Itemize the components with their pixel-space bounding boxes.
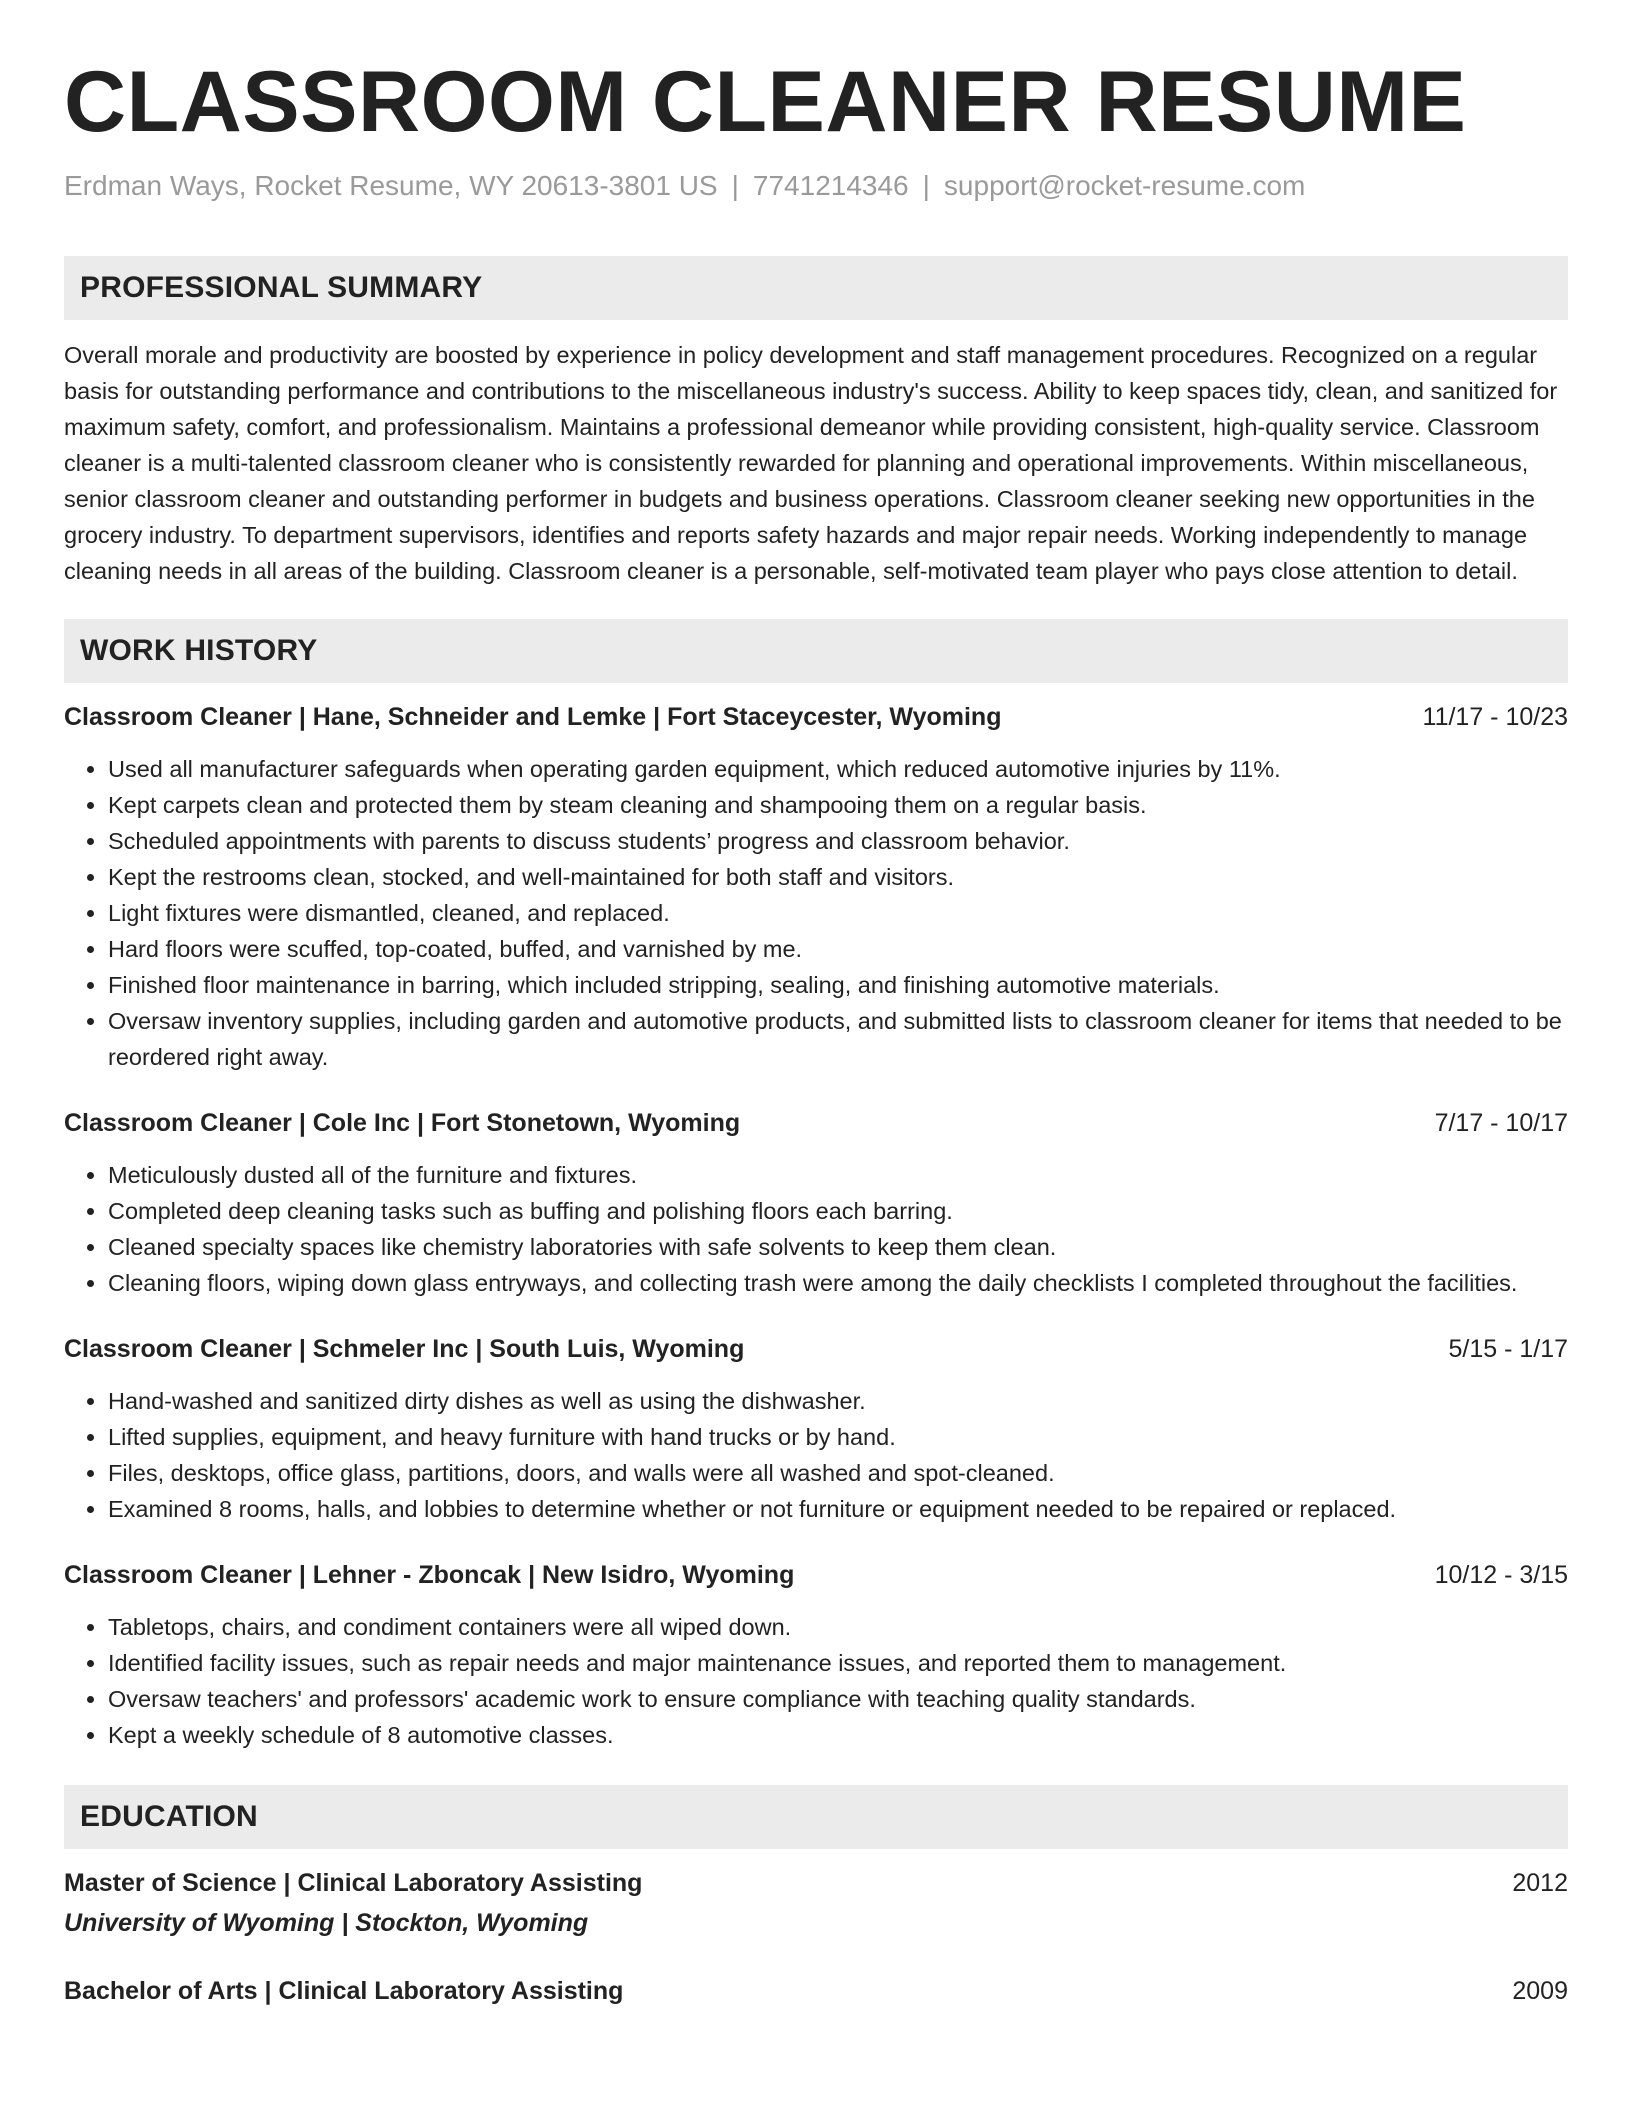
job-bullet: • Kept carpets clean and protected them by steam cleaning and shampooing them on a regular basis. bbox=[108, 787, 1568, 823]
section-heading-education: EDUCATION bbox=[64, 1785, 1568, 1849]
job-entry bbox=[64, 1331, 1568, 1527]
job-entry bbox=[64, 699, 1568, 1075]
education-school: University of Wyoming | Stockton, Wyoming bbox=[64, 1909, 589, 1937]
contact-separator: | bbox=[731, 170, 739, 201]
education-degree: Master of Science | Clinical Laboratory Assisting bbox=[64, 1869, 643, 1897]
section-heading-work-history: WORK HISTORY bbox=[64, 619, 1568, 683]
job-bullet: • Identified facility issues, such as repair needs and major maintenance issues, and reported them to management. bbox=[108, 1645, 1568, 1681]
summary-text: Overall morale and productivity are boosted by experience in policy development and staff management procedures. Recognized on a regular basis for outstanding performance and contributions to the miscellaneous industry's success. Ability to keep spaces tidy, clean, and sanitized for maximum safety, comfort, and professionalism. Maintains a professional demeanor while providing consistent, high-quality service. Classroom cleaner is a multi-talented classroom cleaner who is consistently rewarded for planning and operational improvements. Within miscellaneous, senior classroom cleaner and outstanding performer in budgets and business operations. Classroom cleaner seeking new opportunities in the grocery industry. To department supervisors, identifies and reports safety hazards and major repair needs. Working independently to manage cleaning needs in all areas of the building. Classroom cleaner is a personable, self-motivated team player who pays close attention to detail. bbox=[64, 342, 1558, 584]
education-year: 2009 bbox=[1512, 1977, 1568, 2005]
contact-line bbox=[64, 168, 1568, 204]
job-dates: 7/17 - 10/17 bbox=[1434, 1109, 1568, 1137]
job-entry bbox=[64, 1557, 1568, 1753]
education-degree: Bachelor of Arts | Clinical Laboratory Assisting bbox=[64, 1977, 624, 2005]
job-bullet: • Cleaned specialty spaces like chemistry laboratories with safe solvents to keep them clean. bbox=[108, 1229, 1568, 1265]
job-bullet: • Oversaw inventory supplies, including garden and automotive products, and submitted lists to classroom cleaner for items that needed to be reordered right away. bbox=[108, 1003, 1568, 1075]
education-header bbox=[64, 1865, 1568, 1901]
job-bullet: • Scheduled appointments with parents to discuss students’ progress and classroom behavior. bbox=[108, 823, 1568, 859]
job-header bbox=[64, 699, 1568, 735]
job-dates: 11/17 - 10/23 bbox=[1422, 703, 1568, 731]
job-bullets bbox=[64, 751, 1568, 1075]
job-dates: 10/12 - 3/15 bbox=[1434, 1561, 1568, 1589]
contact-address: Erdman Ways, Rocket Resume, WY 20613-3801 US bbox=[64, 170, 718, 201]
contact-email: support@rocket-resume.com bbox=[943, 170, 1306, 201]
education-header bbox=[64, 1973, 1568, 2009]
job-bullet: • Meticulously dusted all of the furniture and fixtures. bbox=[108, 1157, 1568, 1193]
section-heading-summary: PROFESSIONAL SUMMARY bbox=[64, 256, 1568, 320]
job-header bbox=[64, 1331, 1568, 1367]
contact-separator: | bbox=[922, 170, 930, 201]
job-bullet: • Completed deep cleaning tasks such as buffing and polishing floors each barring. bbox=[108, 1193, 1568, 1229]
job-bullet: • Lifted supplies, equipment, and heavy furniture with hand trucks or by hand. bbox=[108, 1419, 1568, 1455]
job-bullet: • Cleaning floors, wiping down glass entryways, and collecting trash were among the daily checklists I completed throughout the facilities. bbox=[108, 1265, 1568, 1301]
education-entry bbox=[64, 1865, 1568, 1941]
job-dates: 5/15 - 1/17 bbox=[1448, 1335, 1568, 1363]
job-title: Classroom Cleaner | Lehner - Zboncak | New Isidro, Wyoming bbox=[64, 1561, 795, 1589]
job-bullet: • Examined 8 rooms, halls, and lobbies to determine whether or not furniture or equipment needed to be repaired or replaced. bbox=[108, 1491, 1568, 1527]
job-title: Classroom Cleaner | Schmeler Inc | South Luis, Wyoming bbox=[64, 1335, 745, 1363]
job-bullet: • Kept the restrooms clean, stocked, and well-maintained for both staff and visitors. bbox=[108, 859, 1568, 895]
job-title: Classroom Cleaner | Cole Inc | Fort Stonetown, Wyoming bbox=[64, 1109, 741, 1137]
contact-phone: 7741214346 bbox=[752, 170, 909, 201]
job-bullet: • Hand-washed and sanitized dirty dishes as well as using the dishwasher. bbox=[108, 1383, 1568, 1419]
job-bullet: • Kept a weekly schedule of 8 automotive classes. bbox=[108, 1717, 1568, 1753]
resume-title: CLASSROOM CLEANER RESUME bbox=[64, 54, 1467, 150]
job-title: Classroom Cleaner | Hane, Schneider and Lemke | Fort Staceycester, Wyoming bbox=[64, 703, 1002, 731]
education-entry bbox=[64, 1973, 1568, 2009]
job-bullet: • Hard floors were scuffed, top-coated, buffed, and varnished by me. bbox=[108, 931, 1568, 967]
job-bullet: • Light fixtures were dismantled, cleaned, and replaced. bbox=[108, 895, 1568, 931]
job-header bbox=[64, 1557, 1568, 1593]
job-bullets bbox=[64, 1157, 1568, 1301]
job-bullet: • Oversaw teachers' and professors' academic work to ensure compliance with teaching quality standards. bbox=[108, 1681, 1568, 1717]
job-bullet: • Used all manufacturer safeguards when operating garden equipment, which reduced automotive injuries by 11%. bbox=[108, 751, 1568, 787]
job-header bbox=[64, 1105, 1568, 1141]
education-year: 2012 bbox=[1512, 1869, 1568, 1897]
job-bullets bbox=[64, 1383, 1568, 1527]
job-bullet: • Files, desktops, office glass, partitions, doors, and walls were all washed and spot-cleaned. bbox=[108, 1455, 1568, 1491]
job-bullet: • Finished floor maintenance in barring, which included stripping, sealing, and finishing automotive materials. bbox=[108, 967, 1568, 1003]
job-bullet: • Tabletops, chairs, and condiment containers were all wiped down. bbox=[108, 1609, 1568, 1645]
job-entry bbox=[64, 1105, 1568, 1301]
job-bullets bbox=[64, 1609, 1568, 1753]
